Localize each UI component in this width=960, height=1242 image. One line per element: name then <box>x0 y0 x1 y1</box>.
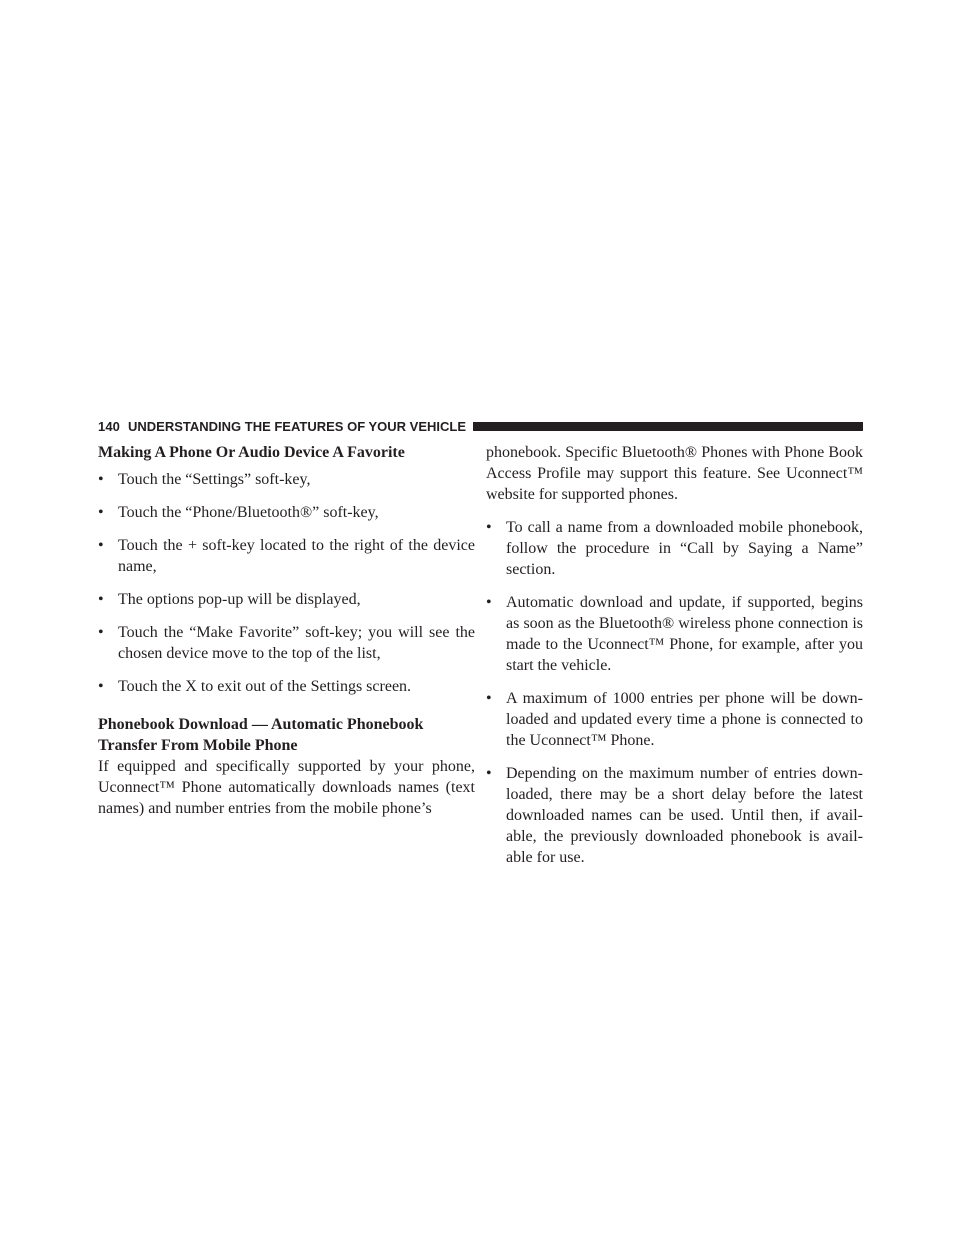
favorite-heading: Making A Phone Or Audio Device A Favorite <box>98 444 405 461</box>
list-item-text: Depending on the maximum number of entries down-loaded, there may be a short delay before the latest downloaded names can be used. Until then, if avail-able, the previously downloaded phonebook is avail-able for use. <box>506 765 863 866</box>
section-title: UNDERSTANDING THE FEATURES OF YOUR VEHICLE <box>128 418 467 434</box>
list-item-text: A maximum of 1000 entries per phone will be down-loaded and updated every time a phone is connected to the Uconnect™ Phone. <box>506 690 863 749</box>
bullet-icon: • <box>486 765 492 782</box>
phonebook-download-heading: Phonebook Download — Automatic Phonebook Transfer From Mobile Phone <box>98 716 424 754</box>
list-item <box>98 589 475 610</box>
list-item-text: Touch the “Make Favorite” soft-key; you will see the chosen device move to the top of the list, <box>118 624 475 662</box>
left-column <box>98 442 475 819</box>
bullet-icon: • <box>98 471 104 488</box>
list-item <box>486 517 863 580</box>
right-column <box>486 442 863 868</box>
bullet-icon: • <box>98 624 104 641</box>
list-item-text: Automatic download and update, if supported, begins as soon as the Bluetooth® wireless phone connection is made to the Uconnect™ Phone, for example, after you start the vehicle. <box>506 594 863 674</box>
phonebook-continued-paragraph: phonebook. Specific Bluetooth® Phones with Phone Book Access Profile may support this feature. See Uconnect™ website for supported phones. <box>486 444 863 503</box>
list-item <box>98 622 475 664</box>
phonebook-intro-paragraph: If equipped and specifically supported by your phone, Uconnect™ Phone automatically downloads names (text names) and number entries from the mobile phone’s <box>98 758 475 817</box>
list-item <box>486 688 863 751</box>
list-item <box>486 763 863 868</box>
list-item-text: Touch the + soft-key located to the right of the device name, <box>118 537 475 575</box>
list-item <box>98 469 475 490</box>
bullet-icon: • <box>98 678 104 695</box>
bullet-icon: • <box>486 594 492 611</box>
list-item <box>486 592 863 676</box>
bullet-icon: • <box>486 690 492 707</box>
list-item-text: To call a name from a downloaded mobile phonebook, follow the procedure in “Call by Saying a Name” section. <box>506 519 863 578</box>
bullet-icon: • <box>486 519 492 536</box>
header-rule <box>473 422 863 431</box>
page-number: 140 <box>98 418 120 434</box>
list-item-text: Touch the “Settings” soft-key, <box>118 471 311 488</box>
list-item <box>98 502 475 523</box>
bullet-icon: • <box>98 591 104 608</box>
list-item-text: Touch the “Phone/Bluetooth®” soft-key, <box>118 504 379 521</box>
list-item <box>98 676 475 697</box>
page-header <box>98 418 863 434</box>
list-item-text: The options pop-up will be displayed, <box>118 591 361 608</box>
favorite-steps-list <box>98 469 475 697</box>
bullet-icon: • <box>98 537 104 554</box>
list-item-text: Touch the X to exit out of the Settings screen. <box>118 678 412 695</box>
list-item <box>98 535 475 577</box>
bullet-icon: • <box>98 504 104 521</box>
phonebook-notes-list <box>486 517 863 868</box>
